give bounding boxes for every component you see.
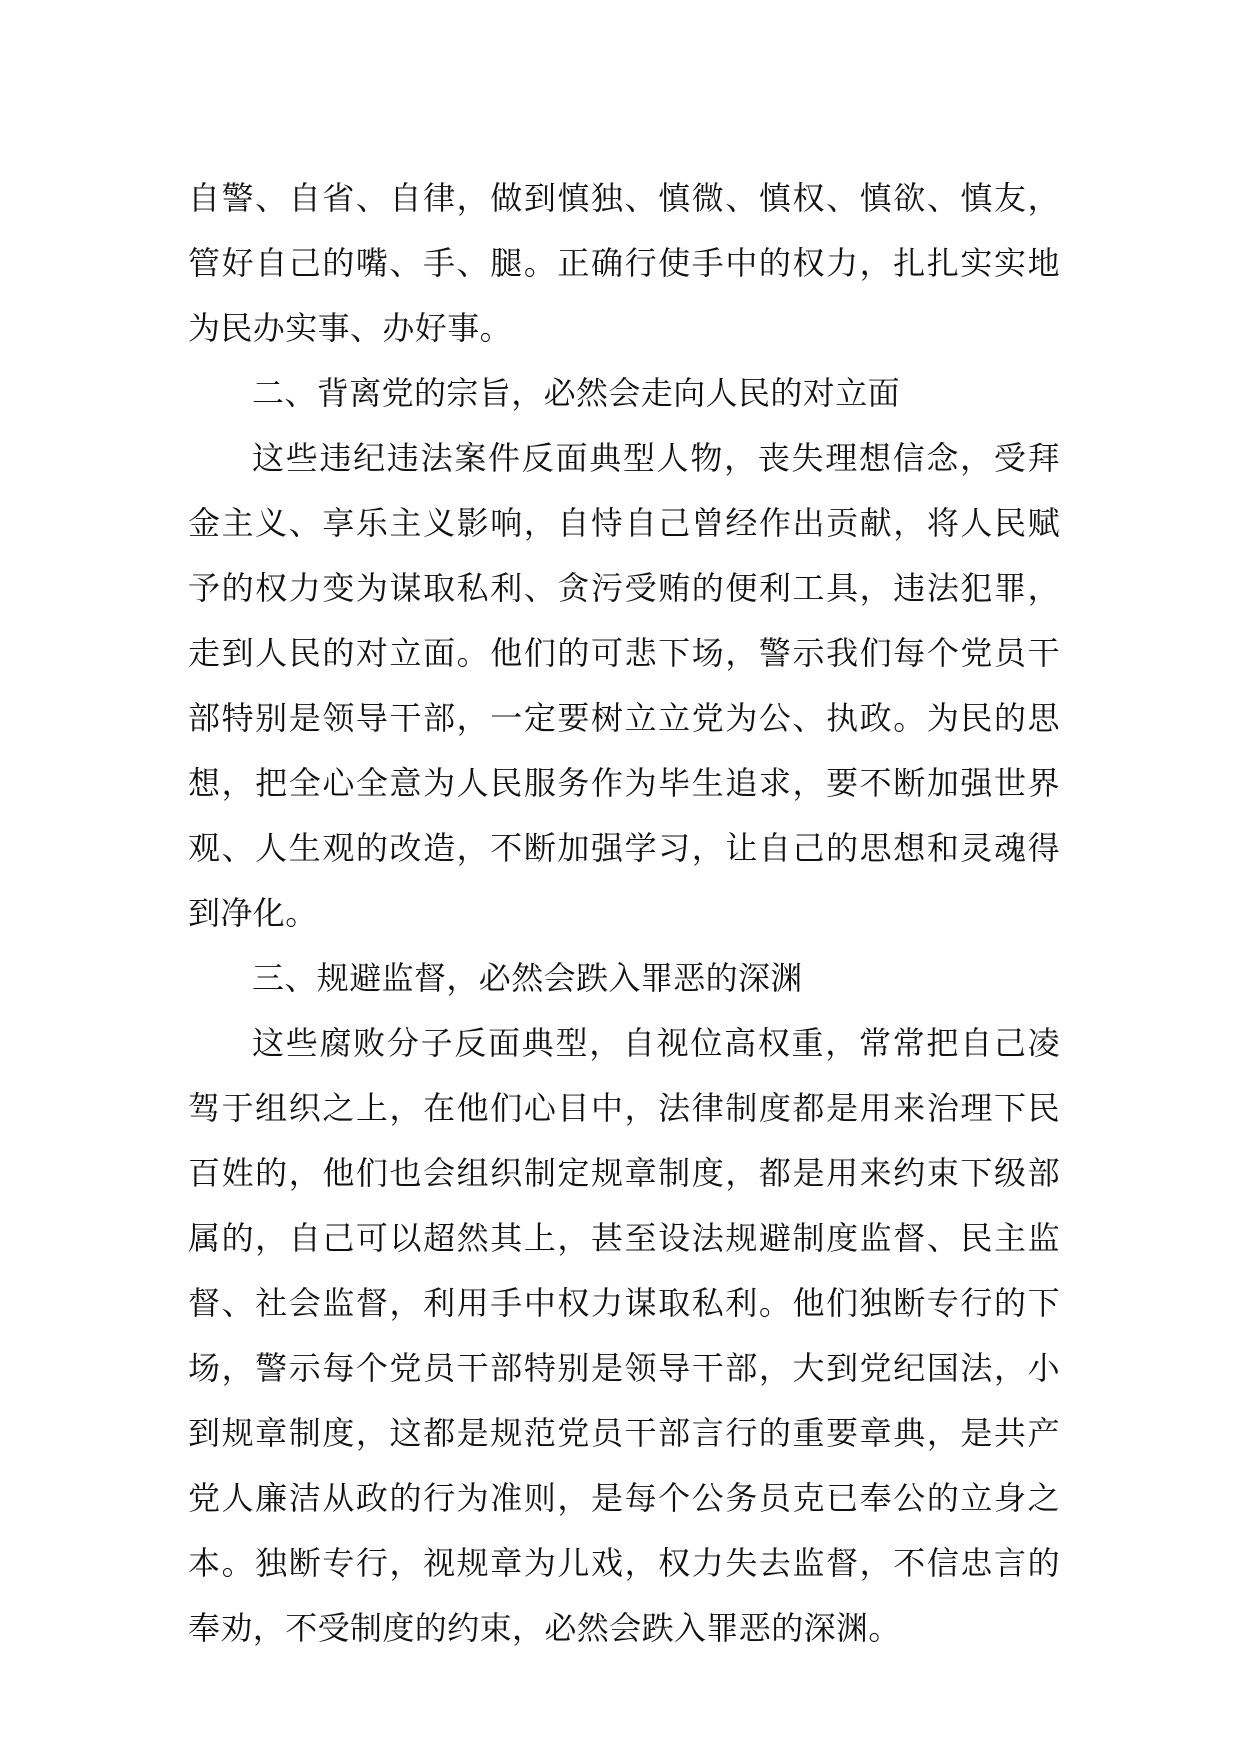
document-body	[188, 166, 1060, 1661]
paragraph-continued-from-previous-page: 自警、自省、自律，做到慎独、慎微、慎权、慎欲、慎友，管好自己的嘴、手、腿。正确行使手中的权力，扎扎实实地为民办实事、办好事。	[188, 179, 1060, 347]
section-heading-2: 二、背离党的宗旨，必然会走向人民的对立面	[252, 374, 901, 412]
paragraph-section-3: 这些腐败分子反面典型，自视位高权重，常常把自己凌驾于组织之上，在他们心目中，法律制度都是用来治理下民百姓的，他们也会组织制定规章制度，都是用来约束下级部属的，自己可以超然其上，甚至设法规避制度监督、民主监督、社会监督，利用手中权力谋取私利。他们独断专行的下场，警示每个党员干部特别是领导干部，大到党纪国法，小到规章制度，这都是规范党员干部言行的重要章典，是共产党人廉洁从政的行为准则，是每个公务员克已奉公的立身之本。独断专行，视规章为儿戏，权力失去监督，不信忠言的奉劝，不受制度的约束，必然会跌入罪恶的深渊。	[188, 1024, 1060, 1647]
paragraph-section-2: 这些违纪违法案件反面典型人物，丧失理想信念，受拜金主义、享乐主义影响，自恃自己曾经作出贡献，将人民赋予的权力变为谋取私利、贪污受贿的便利工具，违法犯罪，走到人民的对立面。他们的可悲下场，警示我们每个党员干部特别是领导干部，一定要树立立党为公、执政。为民的思想，把全心全意为人民服务作为毕生追求，要不断加强世界观、人生观的改造，不断加强学习，让自己的思想和灵魂得到净化。	[188, 439, 1060, 932]
section-heading-3: 三、规避监督，必然会跌入罪恶的深渊	[252, 959, 803, 997]
